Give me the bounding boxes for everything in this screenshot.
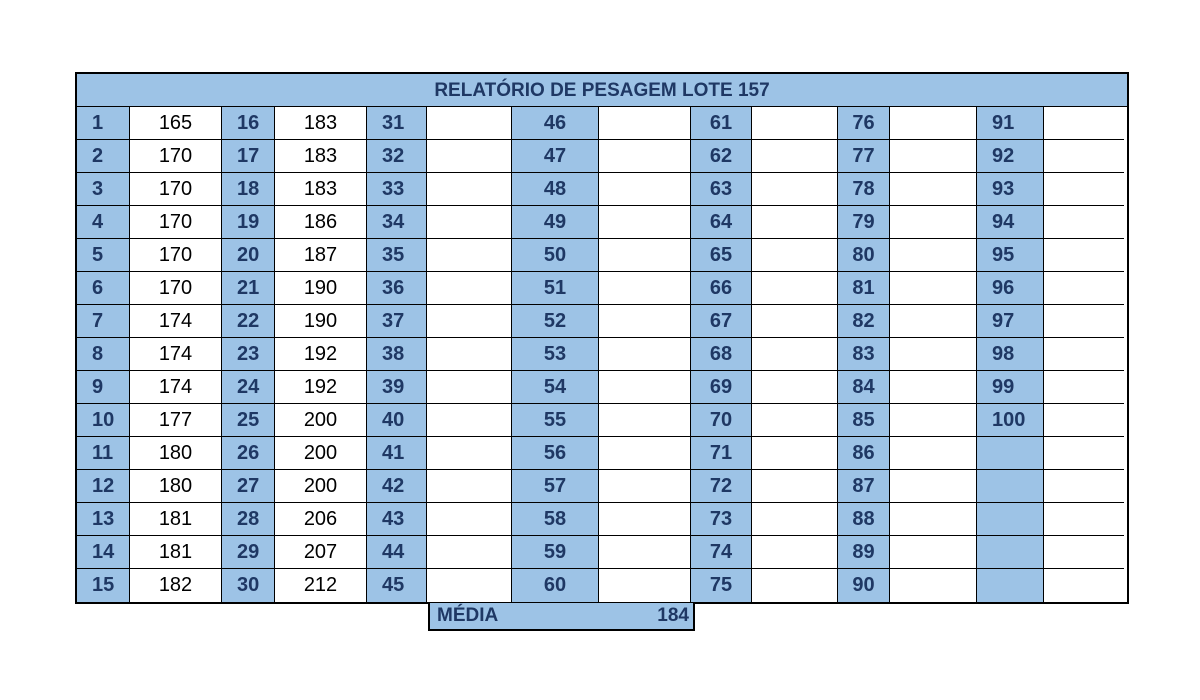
- weight-value-cell: [1044, 107, 1124, 140]
- animal-number-cell: 1: [77, 107, 130, 140]
- animal-number-cell: [977, 536, 1044, 569]
- animal-number-cell: 59: [512, 536, 599, 569]
- animal-number-cell: 89: [838, 536, 890, 569]
- animal-number-cell: 49: [512, 206, 599, 239]
- weight-value-cell: 170: [130, 206, 222, 239]
- weight-value-cell: [599, 470, 691, 503]
- weight-value-cell: [752, 470, 838, 503]
- animal-number-cell: 62: [691, 140, 752, 173]
- animal-number-cell: 74: [691, 536, 752, 569]
- animal-number-cell: 25: [222, 404, 275, 437]
- weight-value-cell: [1044, 338, 1124, 371]
- weight-value-cell: [890, 239, 977, 272]
- weight-value-cell: 174: [130, 338, 222, 371]
- weight-value-cell: [752, 272, 838, 305]
- animal-number-cell: [977, 437, 1044, 470]
- weight-value-cell: [599, 173, 691, 206]
- weight-value-cell: 165: [130, 107, 222, 140]
- weight-value-cell: 170: [130, 239, 222, 272]
- average-value: 184: [657, 605, 689, 626]
- weight-value-cell: 182: [130, 569, 222, 602]
- weight-value-cell: [599, 569, 691, 602]
- animal-number-cell: 6: [77, 272, 130, 305]
- animal-number-cell: 64: [691, 206, 752, 239]
- animal-number-cell: 47: [512, 140, 599, 173]
- weight-value-cell: [427, 107, 512, 140]
- weight-value-cell: [890, 536, 977, 569]
- weight-value-cell: [599, 206, 691, 239]
- animal-number-cell: 11: [77, 437, 130, 470]
- animal-number-cell: 16: [222, 107, 275, 140]
- animal-number-cell: 97: [977, 305, 1044, 338]
- weight-value-cell: 170: [130, 173, 222, 206]
- animal-number-cell: 80: [838, 239, 890, 272]
- weight-value-cell: 170: [130, 140, 222, 173]
- animal-number-cell: 36: [367, 272, 427, 305]
- weight-value-cell: [752, 569, 838, 602]
- weight-value-cell: [427, 536, 512, 569]
- animal-number-cell: 85: [838, 404, 890, 437]
- weight-value-cell: [752, 404, 838, 437]
- animal-number-cell: 12: [77, 470, 130, 503]
- weight-value-cell: [1044, 503, 1124, 536]
- animal-number-cell: 76: [838, 107, 890, 140]
- animal-number-cell: 22: [222, 305, 275, 338]
- animal-number-cell: 71: [691, 437, 752, 470]
- weight-value-cell: [890, 437, 977, 470]
- average-label: MÉDIA: [437, 605, 499, 626]
- animal-number-cell: 83: [838, 338, 890, 371]
- animal-number-cell: 57: [512, 470, 599, 503]
- weight-value-cell: [427, 470, 512, 503]
- weight-value-cell: [890, 569, 977, 602]
- animal-number-cell: 100: [977, 404, 1044, 437]
- animal-number-cell: 7: [77, 305, 130, 338]
- weight-value-cell: [890, 107, 977, 140]
- weight-value-cell: [1044, 569, 1124, 602]
- animal-number-cell: [977, 503, 1044, 536]
- animal-number-cell: 50: [512, 239, 599, 272]
- animal-number-cell: 75: [691, 569, 752, 602]
- animal-number-cell: 2: [77, 140, 130, 173]
- weight-value-cell: [752, 437, 838, 470]
- animal-number-cell: 65: [691, 239, 752, 272]
- weight-value-cell: [890, 338, 977, 371]
- weight-value-cell: 187: [275, 239, 367, 272]
- animal-number-cell: 30: [222, 569, 275, 602]
- animal-number-cell: 34: [367, 206, 427, 239]
- weight-value-cell: [599, 272, 691, 305]
- animal-number-cell: 5: [77, 239, 130, 272]
- weight-value-cell: [1044, 140, 1124, 173]
- weight-value-cell: [890, 173, 977, 206]
- weight-value-cell: 181: [130, 536, 222, 569]
- weight-value-cell: [1044, 272, 1124, 305]
- animal-number-cell: 79: [838, 206, 890, 239]
- weight-value-cell: 180: [130, 437, 222, 470]
- animal-number-cell: 28: [222, 503, 275, 536]
- animal-number-cell: 94: [977, 206, 1044, 239]
- animal-number-cell: 32: [367, 140, 427, 173]
- animal-number-cell: 55: [512, 404, 599, 437]
- animal-number-cell: 53: [512, 338, 599, 371]
- animal-number-cell: 39: [367, 371, 427, 404]
- weight-value-cell: 180: [130, 470, 222, 503]
- animal-number-cell: 93: [977, 173, 1044, 206]
- weight-value-cell: [1044, 470, 1124, 503]
- weight-value-cell: [752, 206, 838, 239]
- animal-number-cell: 33: [367, 173, 427, 206]
- animal-number-cell: 60: [512, 569, 599, 602]
- weight-value-cell: [427, 404, 512, 437]
- weight-value-cell: [427, 140, 512, 173]
- animal-number-cell: 37: [367, 305, 427, 338]
- animal-number-cell: 10: [77, 404, 130, 437]
- weight-value-cell: [1044, 437, 1124, 470]
- animal-number-cell: 91: [977, 107, 1044, 140]
- weight-value-cell: [752, 305, 838, 338]
- animal-number-cell: 66: [691, 272, 752, 305]
- animal-number-cell: 56: [512, 437, 599, 470]
- weight-value-cell: [599, 140, 691, 173]
- weight-value-cell: [1044, 206, 1124, 239]
- weight-value-cell: 207: [275, 536, 367, 569]
- weight-value-cell: 183: [275, 107, 367, 140]
- animal-number-cell: 63: [691, 173, 752, 206]
- animal-number-cell: 69: [691, 371, 752, 404]
- animal-number-cell: 19: [222, 206, 275, 239]
- animal-number-cell: 54: [512, 371, 599, 404]
- weight-value-cell: 206: [275, 503, 367, 536]
- animal-number-cell: 81: [838, 272, 890, 305]
- weight-value-cell: 170: [130, 272, 222, 305]
- weight-value-cell: [752, 140, 838, 173]
- weight-value-cell: [1044, 305, 1124, 338]
- animal-number-cell: 43: [367, 503, 427, 536]
- animal-number-cell: 29: [222, 536, 275, 569]
- animal-number-cell: 35: [367, 239, 427, 272]
- animal-number-cell: 58: [512, 503, 599, 536]
- animal-number-cell: 23: [222, 338, 275, 371]
- animal-number-cell: 82: [838, 305, 890, 338]
- animal-number-cell: 8: [77, 338, 130, 371]
- weight-value-cell: [427, 503, 512, 536]
- weight-value-cell: [599, 437, 691, 470]
- animal-number-cell: 92: [977, 140, 1044, 173]
- weight-value-cell: [752, 173, 838, 206]
- weight-value-cell: [427, 437, 512, 470]
- weight-value-cell: 200: [275, 437, 367, 470]
- animal-number-cell: 73: [691, 503, 752, 536]
- weight-value-cell: [890, 140, 977, 173]
- weight-value-cell: [599, 239, 691, 272]
- weight-value-cell: [1044, 404, 1124, 437]
- weight-value-cell: [890, 371, 977, 404]
- weight-value-cell: [599, 338, 691, 371]
- animal-number-cell: 31: [367, 107, 427, 140]
- animal-number-cell: 90: [838, 569, 890, 602]
- weight-value-cell: 200: [275, 404, 367, 437]
- animal-number-cell: 48: [512, 173, 599, 206]
- animal-number-cell: 68: [691, 338, 752, 371]
- weight-value-cell: [427, 272, 512, 305]
- animal-number-cell: 77: [838, 140, 890, 173]
- animal-number-cell: 4: [77, 206, 130, 239]
- animal-number-cell: 44: [367, 536, 427, 569]
- weight-value-cell: 183: [275, 140, 367, 173]
- weight-value-cell: [599, 371, 691, 404]
- animal-number-cell: 46: [512, 107, 599, 140]
- weight-value-cell: [1044, 173, 1124, 206]
- weight-value-cell: [599, 107, 691, 140]
- animal-number-cell: 17: [222, 140, 275, 173]
- weight-value-cell: 181: [130, 503, 222, 536]
- weight-value-cell: [599, 503, 691, 536]
- animal-number-cell: 38: [367, 338, 427, 371]
- animal-number-cell: 40: [367, 404, 427, 437]
- animal-number-cell: 20: [222, 239, 275, 272]
- weight-value-cell: [752, 239, 838, 272]
- animal-number-cell: 98: [977, 338, 1044, 371]
- animal-number-cell: 78: [838, 173, 890, 206]
- weight-value-cell: [890, 206, 977, 239]
- animal-number-cell: [977, 569, 1044, 602]
- animal-number-cell: [977, 470, 1044, 503]
- weight-value-cell: [427, 305, 512, 338]
- animal-number-cell: 24: [222, 371, 275, 404]
- weight-value-cell: 190: [275, 305, 367, 338]
- weight-value-cell: [427, 206, 512, 239]
- weight-value-cell: [427, 338, 512, 371]
- animal-number-cell: 18: [222, 173, 275, 206]
- animal-number-cell: 86: [838, 437, 890, 470]
- weight-value-cell: [427, 569, 512, 602]
- weight-value-cell: [1044, 239, 1124, 272]
- weight-value-cell: 192: [275, 371, 367, 404]
- weight-value-cell: [427, 173, 512, 206]
- weights-grid: [77, 107, 1127, 602]
- animal-number-cell: 14: [77, 536, 130, 569]
- weight-value-cell: [890, 470, 977, 503]
- weight-value-cell: [752, 338, 838, 371]
- animal-number-cell: 96: [977, 272, 1044, 305]
- animal-number-cell: 21: [222, 272, 275, 305]
- animal-number-cell: 45: [367, 569, 427, 602]
- animal-number-cell: 41: [367, 437, 427, 470]
- weight-value-cell: [427, 371, 512, 404]
- weight-value-cell: [890, 404, 977, 437]
- animal-number-cell: 84: [838, 371, 890, 404]
- animal-number-cell: 52: [512, 305, 599, 338]
- weight-value-cell: [599, 536, 691, 569]
- animal-number-cell: 72: [691, 470, 752, 503]
- animal-number-cell: 15: [77, 569, 130, 602]
- weight-value-cell: 174: [130, 305, 222, 338]
- animal-number-cell: 13: [77, 503, 130, 536]
- weight-value-cell: [752, 371, 838, 404]
- animal-number-cell: 67: [691, 305, 752, 338]
- animal-number-cell: 51: [512, 272, 599, 305]
- animal-number-cell: 87: [838, 470, 890, 503]
- weight-value-cell: 200: [275, 470, 367, 503]
- weighing-report-table: [75, 72, 1129, 604]
- weight-value-cell: 212: [275, 569, 367, 602]
- animal-number-cell: 95: [977, 239, 1044, 272]
- report-title: RELATÓRIO DE PESAGEM LOTE 157: [77, 74, 1127, 107]
- animal-number-cell: 61: [691, 107, 752, 140]
- animal-number-cell: 26: [222, 437, 275, 470]
- weight-value-cell: [890, 305, 977, 338]
- weight-value-cell: 192: [275, 338, 367, 371]
- animal-number-cell: 27: [222, 470, 275, 503]
- average-summary: [428, 603, 695, 631]
- weight-value-cell: [599, 305, 691, 338]
- weight-value-cell: 177: [130, 404, 222, 437]
- animal-number-cell: 70: [691, 404, 752, 437]
- weight-value-cell: 186: [275, 206, 367, 239]
- weight-value-cell: [427, 239, 512, 272]
- weight-value-cell: 190: [275, 272, 367, 305]
- weight-value-cell: [752, 536, 838, 569]
- weight-value-cell: [599, 404, 691, 437]
- animal-number-cell: 88: [838, 503, 890, 536]
- weight-value-cell: [1044, 371, 1124, 404]
- weight-value-cell: 183: [275, 173, 367, 206]
- weight-value-cell: 174: [130, 371, 222, 404]
- animal-number-cell: 3: [77, 173, 130, 206]
- weight-value-cell: [1044, 536, 1124, 569]
- weight-value-cell: [752, 503, 838, 536]
- weight-value-cell: [752, 107, 838, 140]
- animal-number-cell: 9: [77, 371, 130, 404]
- animal-number-cell: 99: [977, 371, 1044, 404]
- animal-number-cell: 42: [367, 470, 427, 503]
- weight-value-cell: [890, 503, 977, 536]
- weight-value-cell: [890, 272, 977, 305]
